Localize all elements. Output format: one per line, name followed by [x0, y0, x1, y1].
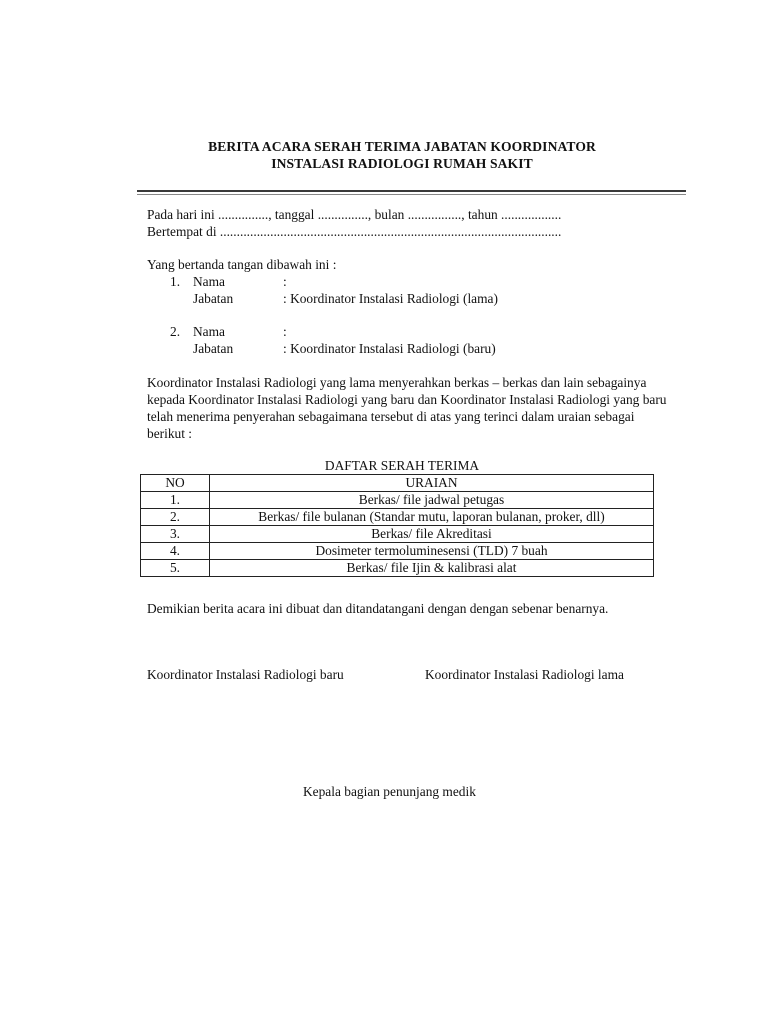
table-header-no: NO: [141, 475, 210, 492]
table-row: [141, 543, 654, 560]
row-description: Berkas/ file Ijin & kalibrasi alat: [210, 560, 654, 577]
signatory-2-position-label: Jabatan: [193, 341, 234, 356]
row-number: 3.: [141, 526, 210, 543]
table-row: [141, 492, 654, 509]
signatory-1-number: 1.: [170, 274, 181, 289]
table-header-description: URAIAN: [210, 475, 654, 492]
signatory-1-position-value: : Koordinator Instalasi Radiologi (lama): [283, 291, 498, 306]
signatory-1-name-colon: :: [283, 274, 287, 289]
signature-old-coordinator: Koordinator Instalasi Radiologi lama: [425, 667, 624, 682]
table-caption: DAFTAR SERAH TERIMA: [324, 458, 480, 473]
signature-head-of-medical-support: Kepala bagian penunjang medik: [303, 784, 476, 799]
date-line: Pada hari ini ..............., tanggal ..............., bulan ................, tahun ..................: [147, 207, 562, 222]
row-description: Berkas/ file jadwal petugas: [210, 492, 654, 509]
body-paragraph: Koordinator Instalasi Radiologi yang lama menyerahkan berkas – berkas dan lain sebagainya kepada Koordinator Instalasi Radiologi yang baru dan Koordinator Instalasi Radiologi yang baru telah menerima penyerahan sebagaimana tersebut di atas yang terinci dalam uraian sebagai berikut :: [147, 375, 667, 441]
header-divider-thin: [137, 194, 686, 195]
signatory-2-name-label: Nama: [193, 324, 225, 339]
table-row: [141, 526, 654, 543]
table-row: [141, 509, 654, 526]
signatory-2-number: 2.: [170, 324, 181, 339]
signatory-1-position-label: Jabatan: [193, 291, 234, 306]
signature-new-coordinator: Koordinator Instalasi Radiologi baru: [147, 667, 344, 682]
row-number: 4.: [141, 543, 210, 560]
document-title-line-2: INSTALASI RADIOLOGI RUMAH SAKIT: [271, 156, 533, 171]
signatory-1-name-label: Nama: [193, 274, 225, 289]
signatory-2-name-colon: :: [283, 324, 287, 339]
row-description: Berkas/ file Akreditasi: [210, 526, 654, 543]
table-header-row: [141, 475, 654, 492]
document-title-line-1: BERITA ACARA SERAH TERIMA JABATAN KOORDINATOR: [208, 139, 596, 154]
signatories-heading: Yang bertanda tangan dibawah ini :: [147, 257, 337, 272]
row-description: Dosimeter termoluminesensi (TLD) 7 buah: [210, 543, 654, 560]
row-number: 2.: [141, 509, 210, 526]
row-number: 5.: [141, 560, 210, 577]
row-description: Berkas/ file bulanan (Standar mutu, laporan bulanan, proker, dll): [210, 509, 654, 526]
header-divider: [137, 190, 686, 192]
place-line: Bertempat di ......................................................................................................: [147, 224, 562, 239]
closing-paragraph: Demikian berita acara ini dibuat dan ditandatangani dengan dengan sebenar benarnya.: [147, 601, 609, 616]
handover-table: [140, 474, 654, 577]
row-number: 1.: [141, 492, 210, 509]
signatory-2-position-value: : Koordinator Instalasi Radiologi (baru): [283, 341, 496, 356]
table-row: [141, 560, 654, 577]
